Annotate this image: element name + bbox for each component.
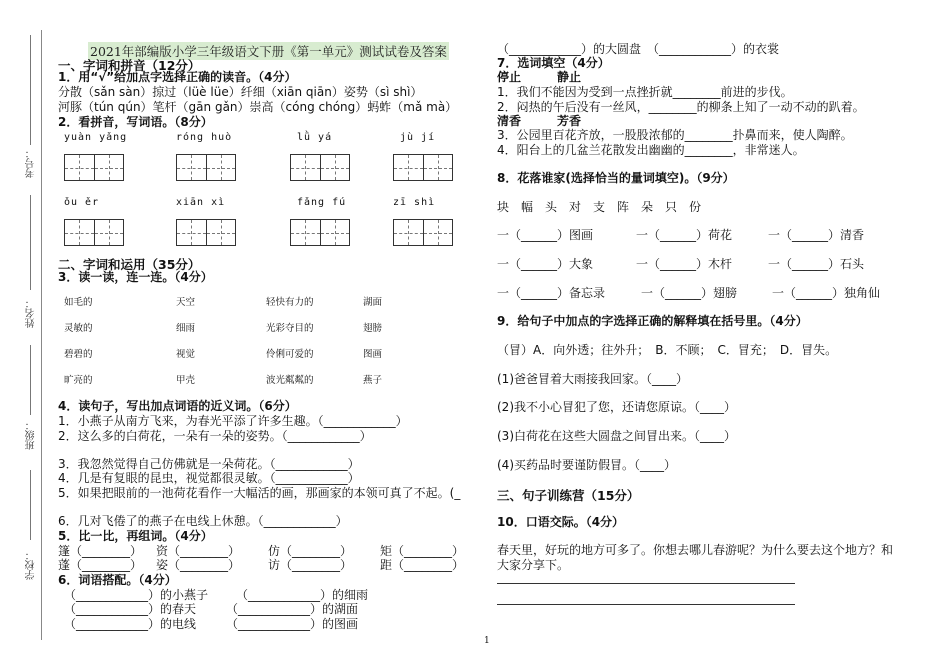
q7-words-2: 清香 芳香 (497, 114, 582, 128)
match-word: 波光粼粼的 (266, 375, 314, 386)
q8-word-bank: 块 幅 头 对 支 阵 朵 只 份 (497, 200, 702, 214)
xuexiao-line (30, 470, 31, 540)
page-number: 1 (484, 636, 490, 646)
match-word: 翅膀 (363, 323, 383, 334)
q1-heading: 1．用“√”给加点字选择正确的读音。（4分） (58, 70, 297, 84)
writing-grid[interactable] (64, 219, 124, 246)
q7-words-1: 停止 静止 (497, 70, 582, 84)
q9-item-2: (2)我不小心冒犯了您，还请您原谅。（____） (497, 400, 736, 414)
q5-item: 姿（________） (156, 558, 241, 572)
binding-line (41, 30, 42, 640)
kaohao-label: 考号： (26, 148, 37, 178)
pinyin-4: jù jí (400, 132, 436, 143)
match-word: 旷亮的 (64, 375, 93, 386)
q9-options: （冒）A．向外透；往外升； B．不顾； C．冒充； D．冒失。 (497, 343, 838, 357)
q8-item: 一（______）翅膀 (641, 286, 738, 300)
q7-line-4: 4．阳台上的几盆兰花散发出幽幽的________，非常迷人。 (497, 143, 805, 157)
match-word: 轻快有力的 (266, 297, 314, 308)
writing-grid[interactable] (393, 219, 453, 246)
q5-item: 资（________） (156, 544, 241, 558)
q5-item: 距（________） (380, 558, 465, 572)
q6-heading: 6．词语搭配。（4分） (58, 573, 177, 587)
match-word: 伶俐可爱的 (266, 349, 314, 360)
section-3-heading: 三、句子训练营（15分） (497, 488, 640, 503)
q8-item: 一（______）荷花 (636, 228, 733, 242)
q8-item: 一（______）备忘录 (497, 286, 606, 300)
q9-item-1: (1)爸爸冒着大雨接我回家。（____） (497, 372, 688, 386)
q5-item: 访（________） (268, 558, 353, 572)
xuexiao-label: 学校： (26, 550, 37, 580)
answer-line[interactable] (497, 604, 795, 605)
kaohao-line (30, 35, 31, 145)
writing-grid[interactable] (176, 219, 236, 246)
q4-item-6: 6．几对飞倦了的燕子在电线上休憩。（____________） (58, 514, 348, 528)
match-word: 光彩夺目的 (266, 323, 314, 334)
match-word: 如毛的 (64, 297, 93, 308)
pinyin-1: yuàn yǎng (64, 132, 128, 143)
q6-continuation: （____________）的大圆盘 （____________）的衣裳 (497, 42, 780, 56)
q7-heading: 7．选词填空（4分） (497, 56, 610, 70)
q5-item: 蓬（________） (58, 558, 143, 572)
banji-line (30, 345, 31, 415)
match-word: 甲壳 (176, 375, 196, 386)
q7-line-1: 1．我们不能因为受到一点挫折就________前进的步伐。 (497, 85, 793, 99)
q6-item: （____________）的湖面 (226, 602, 359, 616)
q8-item: 一（______）木杆 (636, 257, 733, 271)
q6-item: （____________）的小燕子 (64, 588, 209, 602)
q9-heading: 9．给句子中加点的字选择正确的解释填在括号里。（4分） (497, 314, 808, 328)
page-title: 2021年部编版小学三年级语文下册《第一单元》测试试卷及答案 (90, 44, 447, 59)
writing-grid[interactable] (176, 154, 236, 181)
q10-line-1: 春天里，好玩的地方可多了。你想去哪儿春游呢？为什么要去这个地方？和 (497, 543, 894, 557)
q10-line-2: 大家分享下。 (497, 558, 570, 572)
match-word: 灵敏的 (64, 323, 93, 334)
q6-item: （____________）的图画 (226, 617, 359, 631)
q3-heading: 3．读一读，连一连。（4分） (58, 270, 213, 284)
q2-heading: 2．看拼音，写词语。（8分） (58, 115, 213, 129)
writing-grid[interactable] (393, 154, 453, 181)
q6-item: （____________）的细雨 (236, 588, 369, 602)
q4-item-3: 3．我忽然觉得自己仿佛就是一朵荷花。（____________） (58, 457, 360, 471)
q8-heading: 8．花落谁家(选择恰当的量词填空)。（9分） (497, 171, 735, 185)
pinyin-7: fǎng fú (297, 197, 347, 208)
q9-item-4: (4)买药品时要谨防假冒。（____） (497, 458, 676, 472)
q6-item: （____________）的春天 (64, 602, 197, 616)
q4-item-2: 2．这么多的白荷花，一朵有一朵的姿势。（____________） (58, 429, 372, 443)
q1-line-2: 河豚（tún qún）笔杆（gān gǎn）崇高（cóng chóng）蚂蚱（mǎ mà） (58, 100, 458, 114)
q8-item: 一（______）大象 (497, 257, 594, 271)
q5-item: 仿（________） (268, 544, 353, 558)
section-1-heading: 一、字词和拼音（12分） (58, 58, 201, 73)
q5-item: 篷（________） (58, 544, 143, 558)
q4-item-4: 4．几是有复眼的昆虫，视觉都很灵敏。（____________） (58, 471, 360, 485)
answer-line[interactable] (497, 583, 795, 584)
match-word: 天空 (176, 297, 196, 308)
q10-heading: 10．口语交际。（4分） (497, 515, 625, 529)
pinyin-2: róng huò (176, 132, 233, 143)
writing-grid[interactable] (290, 219, 350, 246)
q5-item: 矩（________） (380, 544, 465, 558)
writing-grid[interactable] (64, 154, 124, 181)
q5-heading: 5．比一比，再组词。（4分） (58, 529, 213, 543)
q8-item: 一（______）清香 (768, 228, 865, 242)
q4-heading: 4．读句子，写出加点词语的近义词。（6分） (58, 399, 297, 413)
writing-grid[interactable] (290, 154, 350, 181)
q9-item-3: (3)白荷花在这些大圆盘之间冒出来。（____） (497, 429, 736, 443)
q8-item: 一（______）图画 (497, 228, 594, 242)
q7-line-2: 2．闷热的午后没有一丝风，________的柳条上知了一动不动的趴着。 (497, 100, 865, 114)
match-word: 细雨 (176, 323, 196, 334)
pinyin-6: xiān xì (176, 197, 226, 208)
q8-item: 一（______）石头 (768, 257, 865, 271)
q6-item: （____________）的电线 (64, 617, 197, 631)
pinyin-3: lǜ yá (297, 132, 333, 143)
match-word: 视觉 (176, 349, 196, 360)
match-word: 燕子 (363, 375, 383, 386)
q8-item: 一（______）独角仙 (772, 286, 881, 300)
banji-label: 班级： (26, 420, 37, 450)
q4-item-1: 1．小燕子从南方飞来，为春光平添了许多生趣。（____________） (58, 414, 408, 428)
match-word: 湖面 (363, 297, 383, 308)
xingming-label: 姓名： (26, 298, 37, 328)
pinyin-5: ǒu ěr (64, 197, 100, 208)
q7-line-3: 3．公园里百花齐放，一股股浓郁的________扑鼻而来，使人陶醉。 (497, 128, 853, 142)
match-word: 图画 (363, 349, 383, 360)
xingming-line (30, 195, 31, 290)
pinyin-8: zī shì (393, 197, 436, 208)
match-word: 碧碧的 (64, 349, 93, 360)
q4-item-5: 5．如果把眼前的一池荷花看作一大幅活的画，那画家的本领可真了不起。(_ (58, 486, 461, 500)
section-2-heading: 二、字词和运用（35分） (58, 257, 201, 272)
q1-line-1: 分散（sǎn sàn）掠过（lüè lüe）纤细（xiān qiān）姿势（sì shì） (58, 85, 423, 99)
